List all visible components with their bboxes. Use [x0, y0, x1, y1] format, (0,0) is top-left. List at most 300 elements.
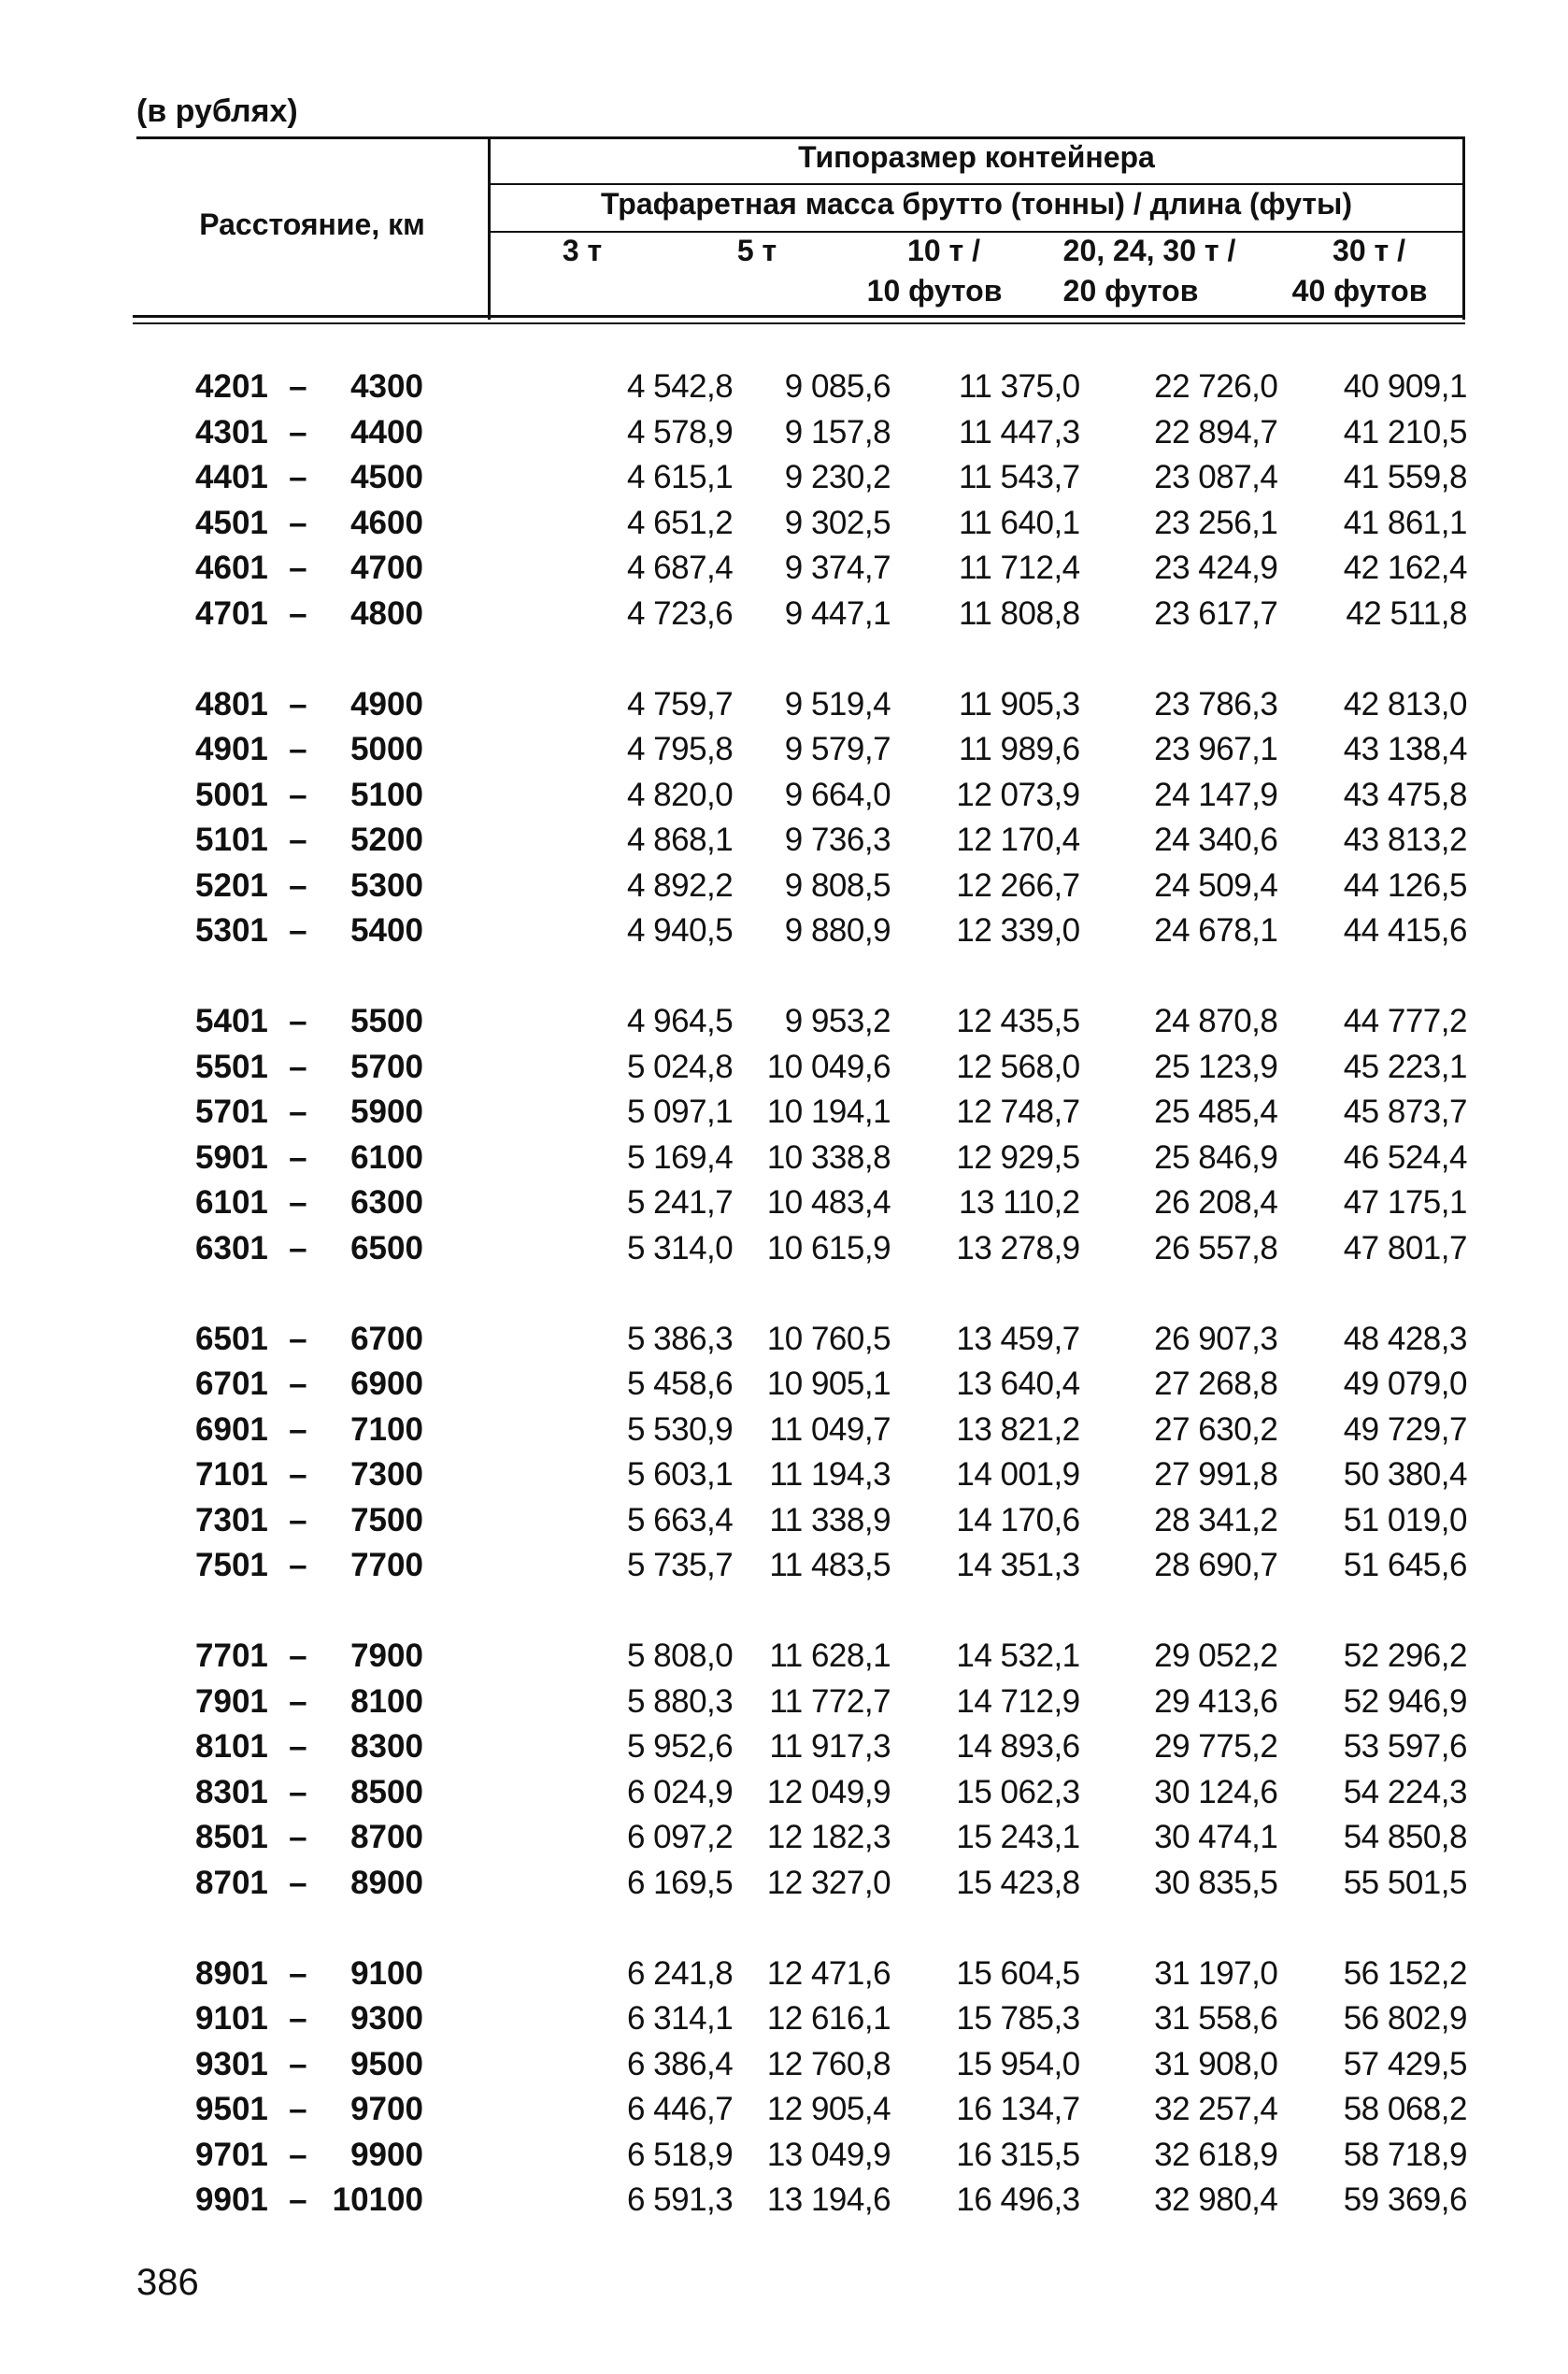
distance-to: 9900: [350, 2136, 423, 2173]
distance-to: 8700: [350, 1819, 423, 1856]
header-rule-2: [488, 231, 1465, 233]
price-cell: 11 772,7: [769, 1682, 891, 1720]
price-cell: 4 940,5: [626, 912, 734, 950]
price-cell: 9 519,4: [784, 685, 891, 722]
price-cell: 11 049,7: [769, 1410, 891, 1448]
distance-from: 4801: [195, 685, 268, 722]
distance-from: 5701: [195, 1094, 268, 1131]
price-cell: 5 808,0: [626, 1637, 734, 1675]
distance-from: 8501: [195, 1819, 268, 1856]
price-cell: 14 001,9: [956, 1456, 1080, 1494]
price-cell: 5 458,6: [626, 1366, 734, 1403]
table-row: [140, 1724, 1467, 1770]
price-cell: 13 110,2: [959, 1184, 1080, 1222]
distance-dash: –: [289, 1682, 307, 1720]
table-row: [140, 682, 1467, 728]
distance-dash: –: [289, 1229, 307, 1266]
distance-dash: –: [289, 1320, 307, 1357]
distance-dash: –: [289, 413, 307, 450]
price-cell: 6 591,3: [626, 2181, 734, 2219]
price-cell: 54 224,3: [1343, 1773, 1467, 1810]
distance-from: 7901: [195, 1682, 268, 1720]
distance-from: 7701: [195, 1637, 268, 1675]
distance-from: 5501: [195, 1048, 268, 1085]
price-cell: 12 748,7: [956, 1094, 1080, 1131]
distance-to: 5500: [350, 1003, 423, 1040]
distance-to: 5100: [350, 776, 423, 813]
table-row: [140, 1952, 1467, 1997]
row-group: [140, 365, 1467, 636]
distance-dash: –: [289, 2091, 307, 2128]
distance-from: 6301: [195, 1229, 268, 1266]
distance-from: 6701: [195, 1366, 268, 1403]
distance-from: 5101: [195, 822, 268, 859]
price-cell: 47 801,7: [1343, 1229, 1467, 1266]
table-row: [140, 1045, 1467, 1091]
price-cell: 9 953,2: [784, 1003, 891, 1040]
table-row: [140, 1090, 1467, 1136]
distance-to: 9300: [350, 2000, 423, 2038]
distance-to: 9100: [350, 1954, 423, 1992]
price-cell: 27 630,2: [1154, 1410, 1278, 1448]
price-cell: 57 429,5: [1343, 2045, 1467, 2082]
price-cell: 41 861,1: [1343, 504, 1467, 541]
price-cell: 49 079,0: [1343, 1366, 1467, 1403]
price-cell: 4 542,8: [626, 368, 734, 406]
price-cell: 53 597,6: [1343, 1728, 1467, 1766]
distance-dash: –: [289, 1637, 307, 1675]
row-group: [140, 682, 1467, 954]
price-cell: 15 062,3: [956, 1773, 1080, 1810]
price-cell: 13 278,9: [956, 1229, 1080, 1266]
distance-dash: –: [289, 459, 307, 496]
price-cell: 28 690,7: [1154, 1547, 1278, 1584]
price-cell: 11 640,1: [959, 504, 1080, 541]
column-header-30t: 30 т /: [1333, 234, 1405, 267]
distance-to: 5300: [350, 866, 423, 904]
distance-dash: –: [289, 1048, 307, 1085]
column-header-20t-length: 20 футов: [1062, 274, 1199, 307]
distance-from: 4301: [195, 413, 268, 450]
price-cell: 46 524,4: [1343, 1138, 1467, 1176]
column-header-10t-length: 10 футов: [866, 274, 1003, 307]
price-cell: 6 024,9: [626, 1773, 734, 1810]
distance-dash: –: [289, 731, 307, 768]
price-cell: 12 170,4: [956, 822, 1080, 859]
distance-dash: –: [289, 1864, 307, 1901]
price-cell: 6 169,5: [626, 1864, 734, 1901]
header-top-rule: [488, 136, 1465, 139]
distance-dash: –: [289, 866, 307, 904]
price-cell: 13 821,2: [956, 1410, 1080, 1448]
price-cell: 6 314,1: [626, 2000, 734, 2038]
distance-to: 8900: [350, 1864, 423, 1901]
price-cell: 14 170,6: [956, 1501, 1080, 1538]
price-cell: 5 530,9: [626, 1410, 734, 1448]
price-cell: 9 808,5: [784, 866, 891, 904]
price-cell: 12 760,8: [766, 2045, 891, 2082]
distance-dash: –: [289, 550, 307, 587]
price-cell: 5 880,3: [626, 1682, 734, 1720]
price-cell: 16 315,5: [956, 2136, 1080, 2173]
price-cell: 5 603,1: [626, 1456, 734, 1494]
price-cell: 10 049,6: [766, 1048, 891, 1085]
price-cell: 16 134,7: [956, 2091, 1080, 2128]
distance-dash: –: [289, 1138, 307, 1176]
distance-to: 5700: [350, 1048, 423, 1085]
price-cell: 9 230,2: [784, 459, 891, 496]
price-cell: 24 340,6: [1154, 822, 1278, 859]
distance-from: 9301: [195, 2045, 268, 2082]
price-cell: 10 483,4: [766, 1184, 891, 1222]
price-cell: 4 820,0: [626, 776, 734, 813]
price-cell: 26 907,3: [1154, 1320, 1278, 1357]
price-cell: 23 087,4: [1154, 459, 1278, 496]
table-row: [140, 1861, 1467, 1907]
distance-dash: –: [289, 1501, 307, 1538]
distance-dash: –: [289, 594, 307, 632]
price-cell: 27 268,8: [1154, 1366, 1278, 1403]
distance-from: 4401: [195, 459, 268, 496]
price-cell: 9 157,8: [784, 413, 891, 450]
distance-to: 4900: [350, 685, 423, 722]
distance-dash: –: [289, 368, 307, 406]
price-cell: 50 380,4: [1343, 1456, 1467, 1494]
price-cell: 4 687,4: [626, 550, 734, 587]
price-cell: 41 210,5: [1343, 413, 1467, 450]
distance-dash: –: [289, 912, 307, 950]
price-cell: 6 097,2: [626, 1819, 734, 1856]
distance-dash: –: [289, 1184, 307, 1222]
container-type-header: Типоразмер контейнера: [798, 140, 1155, 174]
price-cell: 12 435,5: [956, 1003, 1080, 1040]
column-header-30t-length: 40 футов: [1291, 274, 1428, 307]
distance-to: 5900: [350, 1094, 423, 1131]
distance-from: 9501: [195, 2091, 268, 2128]
price-cell: 12 471,6: [766, 1954, 891, 1992]
price-cell: 31 197,0: [1154, 1954, 1278, 1992]
price-cell: 12 073,9: [956, 776, 1080, 813]
price-cell: 6 386,4: [626, 2045, 734, 2082]
price-cell: 48 428,3: [1343, 1320, 1467, 1357]
distance-to: 4500: [350, 459, 423, 496]
price-cell: 9 880,9: [784, 912, 891, 950]
price-cell: 11 905,3: [959, 685, 1080, 722]
price-cell: 47 175,1: [1343, 1184, 1467, 1222]
price-cell: 41 559,8: [1343, 459, 1467, 496]
distance-to: 4400: [350, 413, 423, 450]
price-cell: 4 651,2: [626, 504, 734, 541]
price-cell: 24 509,4: [1154, 866, 1278, 904]
price-cell: 9 579,7: [784, 731, 891, 768]
price-cell: 13 049,9: [766, 2136, 891, 2173]
price-cell: 4 868,1: [626, 822, 734, 859]
price-cell: 11 338,9: [769, 1501, 891, 1538]
distance-to: 10100: [332, 2181, 423, 2219]
distance-to: 8300: [350, 1728, 423, 1766]
price-cell: 6 518,9: [626, 2136, 734, 2173]
price-cell: 56 802,9: [1343, 2000, 1467, 2038]
distance-from: 6501: [195, 1320, 268, 1357]
price-cell: 31 908,0: [1154, 2045, 1278, 2082]
distance-to: 7900: [350, 1637, 423, 1675]
price-cell: 11 712,4: [959, 550, 1080, 587]
price-cell: 52 946,9: [1343, 1682, 1467, 1720]
distance-from: 8701: [195, 1864, 268, 1901]
price-cell: 4 795,8: [626, 731, 734, 768]
price-cell: 45 223,1: [1343, 1048, 1467, 1085]
table-row: [140, 999, 1467, 1045]
price-cell: 10 615,9: [766, 1229, 891, 1266]
price-cell: 26 208,4: [1154, 1184, 1278, 1222]
price-cell: 9 736,3: [784, 822, 891, 859]
row-group: [140, 1634, 1467, 1906]
price-cell: 4 723,6: [626, 594, 734, 632]
column-header-3t: 3 т: [562, 234, 603, 267]
table-row: [140, 1680, 1467, 1725]
header-bottom-rule-b: [133, 322, 1465, 324]
table-row: [140, 1996, 1467, 2042]
price-cell: 45 873,7: [1343, 1094, 1467, 1131]
distance-from: 7101: [195, 1456, 268, 1494]
price-cell: 13 459,7: [956, 1320, 1080, 1357]
row-group: [140, 1317, 1467, 1589]
price-cell: 9 447,1: [784, 594, 891, 632]
distance-from: 4601: [195, 550, 268, 587]
price-cell: 5 169,4: [626, 1138, 734, 1176]
column-header-20t: 20, 24, 30 т /: [1062, 234, 1236, 267]
price-cell: 5 024,8: [626, 1048, 734, 1085]
price-cell: 43 138,4: [1343, 731, 1467, 768]
distance-from: 5301: [195, 912, 268, 950]
column-header-10t: 10 т /: [907, 234, 980, 267]
distance-to: 4300: [350, 368, 423, 406]
distance-dash: –: [289, 2181, 307, 2219]
price-cell: 11 194,3: [769, 1456, 891, 1494]
table-row: [140, 818, 1467, 864]
price-cell: 12 266,7: [956, 866, 1080, 904]
distance-dash: –: [289, 1728, 307, 1766]
distance-to: 9700: [350, 2091, 423, 2128]
price-cell: 30 124,6: [1154, 1773, 1278, 1810]
price-cell: 40 909,1: [1343, 368, 1467, 406]
distance-to: 6100: [350, 1138, 423, 1176]
distance-to: 6500: [350, 1229, 423, 1266]
price-cell: 5 097,1: [626, 1094, 734, 1131]
tariff-table-body: [140, 365, 1467, 2268]
table-row: [140, 1136, 1467, 1181]
table-row: [140, 501, 1467, 547]
distance-dash: –: [289, 822, 307, 859]
price-cell: 24 678,1: [1154, 912, 1278, 950]
price-cell: 32 618,9: [1154, 2136, 1278, 2173]
price-cell: 12 929,5: [956, 1138, 1080, 1176]
distance-to: 7300: [350, 1456, 423, 1494]
price-cell: 9 085,6: [784, 368, 891, 406]
price-cell: 11 628,1: [769, 1637, 891, 1675]
price-cell: 11 483,5: [769, 1547, 891, 1584]
price-cell: 29 775,2: [1154, 1728, 1278, 1766]
weight-length-subheader: Трафаретная масса брутто (тонны) / длина (футы): [600, 187, 1353, 221]
table-row: [140, 1226, 1467, 1272]
price-cell: 4 615,1: [626, 459, 734, 496]
price-cell: 5 663,4: [626, 1501, 734, 1538]
price-cell: 51 645,6: [1343, 1547, 1467, 1584]
price-cell: 56 152,2: [1343, 1954, 1467, 1992]
price-cell: 10 905,1: [766, 1366, 891, 1403]
price-cell: 31 558,6: [1154, 2000, 1278, 2038]
distance-to: 6700: [350, 1320, 423, 1357]
price-cell: 11 989,6: [959, 731, 1080, 768]
price-cell: 28 341,2: [1154, 1501, 1278, 1538]
distance-to: 8100: [350, 1682, 423, 1720]
distance-to: 4600: [350, 504, 423, 541]
price-cell: 15 785,3: [956, 2000, 1080, 2038]
distance-from: 7501: [195, 1547, 268, 1584]
table-row: [140, 773, 1467, 819]
page-number: 386: [136, 2262, 199, 2303]
table-row: [140, 410, 1467, 456]
price-cell: 15 423,8: [956, 1864, 1080, 1901]
distance-from: 9701: [195, 2136, 268, 2173]
table-row: [140, 546, 1467, 592]
distance-dash: –: [289, 2136, 307, 2173]
price-cell: 11 808,8: [959, 594, 1080, 632]
price-cell: 22 894,7: [1154, 413, 1278, 450]
distance-header: Расстояние, км: [199, 207, 425, 241]
price-cell: 9 302,5: [784, 504, 891, 541]
distance-to: 6900: [350, 1366, 423, 1403]
distance-dash: –: [289, 1773, 307, 1810]
price-cell: 12 182,3: [766, 1819, 891, 1856]
price-cell: 32 257,4: [1154, 2091, 1278, 2128]
price-cell: 42 813,0: [1343, 685, 1467, 722]
price-cell: 12 339,0: [956, 912, 1080, 950]
price-cell: 13 640,4: [956, 1366, 1080, 1403]
price-cell: 23 424,9: [1154, 550, 1278, 587]
price-cell: 11 447,3: [959, 413, 1080, 450]
distance-from: 4201: [195, 368, 268, 406]
distance-to: 6300: [350, 1184, 423, 1222]
table-row: [140, 908, 1467, 954]
distance-dash: –: [289, 1954, 307, 1992]
price-cell: 14 712,9: [956, 1682, 1080, 1720]
price-cell: 22 726,0: [1154, 368, 1278, 406]
price-cell: 10 194,1: [766, 1094, 891, 1131]
distance-to: 7700: [350, 1547, 423, 1584]
distance-to: 9500: [350, 2045, 423, 2082]
price-cell: 10 760,5: [766, 1320, 891, 1357]
price-cell: 44 777,2: [1343, 1003, 1467, 1040]
price-cell: 5 386,3: [626, 1320, 734, 1357]
price-cell: 43 813,2: [1343, 822, 1467, 859]
price-cell: 58 068,2: [1343, 2091, 1467, 2128]
price-cell: 29 413,6: [1154, 1682, 1278, 1720]
price-cell: 29 052,2: [1154, 1637, 1278, 1675]
price-cell: 42 162,4: [1343, 550, 1467, 587]
price-cell: 12 905,4: [766, 2091, 891, 2128]
price-cell: 24 147,9: [1154, 776, 1278, 813]
price-cell: 32 980,4: [1154, 2181, 1278, 2219]
distance-from: 4501: [195, 504, 268, 541]
distance-from: 8901: [195, 1954, 268, 1992]
price-cell: 4 578,9: [626, 413, 734, 450]
distance-to: 4800: [350, 594, 423, 632]
price-cell: 25 485,4: [1154, 1094, 1278, 1131]
distance-dash: –: [289, 1547, 307, 1584]
price-cell: 24 870,8: [1154, 1003, 1278, 1040]
distance-from: 8101: [195, 1728, 268, 1766]
price-cell: 12 049,9: [766, 1773, 891, 1810]
unit-label: (в рублях): [136, 93, 298, 129]
distance-dash: –: [289, 2000, 307, 2038]
price-cell: 30 474,1: [1154, 1819, 1278, 1856]
price-cell: 16 496,3: [956, 2181, 1080, 2219]
distance-dash: –: [289, 776, 307, 813]
table-row: [140, 1634, 1467, 1680]
distance-dash: –: [289, 1366, 307, 1403]
price-cell: 58 718,9: [1343, 2136, 1467, 2173]
table-row: [140, 2087, 1467, 2133]
table-row: [140, 1770, 1467, 1816]
table-row: [140, 1543, 1467, 1589]
distance-to: 5000: [350, 731, 423, 768]
distance-from: 4701: [195, 594, 268, 632]
distance-from: 5001: [195, 776, 268, 813]
price-cell: 52 296,2: [1343, 1637, 1467, 1675]
price-cell: 42 511,8: [1346, 594, 1467, 632]
distance-from: 8301: [195, 1773, 268, 1810]
price-cell: 23 256,1: [1154, 504, 1278, 541]
price-cell: 11 543,7: [959, 459, 1080, 496]
distance-to: 5200: [350, 822, 423, 859]
table-row: [140, 864, 1467, 909]
distance-dash: –: [289, 1410, 307, 1448]
distance-from: 5401: [195, 1003, 268, 1040]
price-cell: 5 314,0: [626, 1229, 734, 1266]
table-row: [140, 1180, 1467, 1226]
price-cell: 10 338,8: [766, 1138, 891, 1176]
distance-from: 7301: [195, 1501, 268, 1538]
price-cell: 11 375,0: [959, 368, 1080, 406]
price-cell: 44 126,5: [1343, 866, 1467, 904]
price-cell: 25 123,9: [1154, 1048, 1278, 1085]
price-cell: 44 415,6: [1343, 912, 1467, 950]
column-header-5t: 5 т: [736, 234, 777, 267]
price-cell: 25 846,9: [1154, 1138, 1278, 1176]
table-row: [140, 1452, 1467, 1498]
distance-from: 4901: [195, 731, 268, 768]
distance-dash: –: [289, 685, 307, 722]
distance-dash: –: [289, 1094, 307, 1131]
price-cell: 26 557,8: [1154, 1229, 1278, 1266]
distance-to: 8500: [350, 1773, 423, 1810]
distance-from: 6101: [195, 1184, 268, 1222]
price-cell: 9 664,0: [784, 776, 891, 813]
distance-dash: –: [289, 504, 307, 541]
price-cell: 49 729,7: [1343, 1410, 1467, 1448]
table-row: [140, 365, 1467, 410]
distance-to: 4700: [350, 550, 423, 587]
distance-from: 9901: [195, 2181, 268, 2219]
table-row: [140, 592, 1467, 637]
price-cell: 6 446,7: [626, 2091, 734, 2128]
distance-to: 7100: [350, 1410, 423, 1448]
price-cell: 14 893,6: [956, 1728, 1080, 1766]
price-cell: 23 786,3: [1154, 685, 1278, 722]
header-bottom-rule-a: [133, 315, 1465, 318]
price-cell: 11 917,3: [769, 1728, 891, 1766]
